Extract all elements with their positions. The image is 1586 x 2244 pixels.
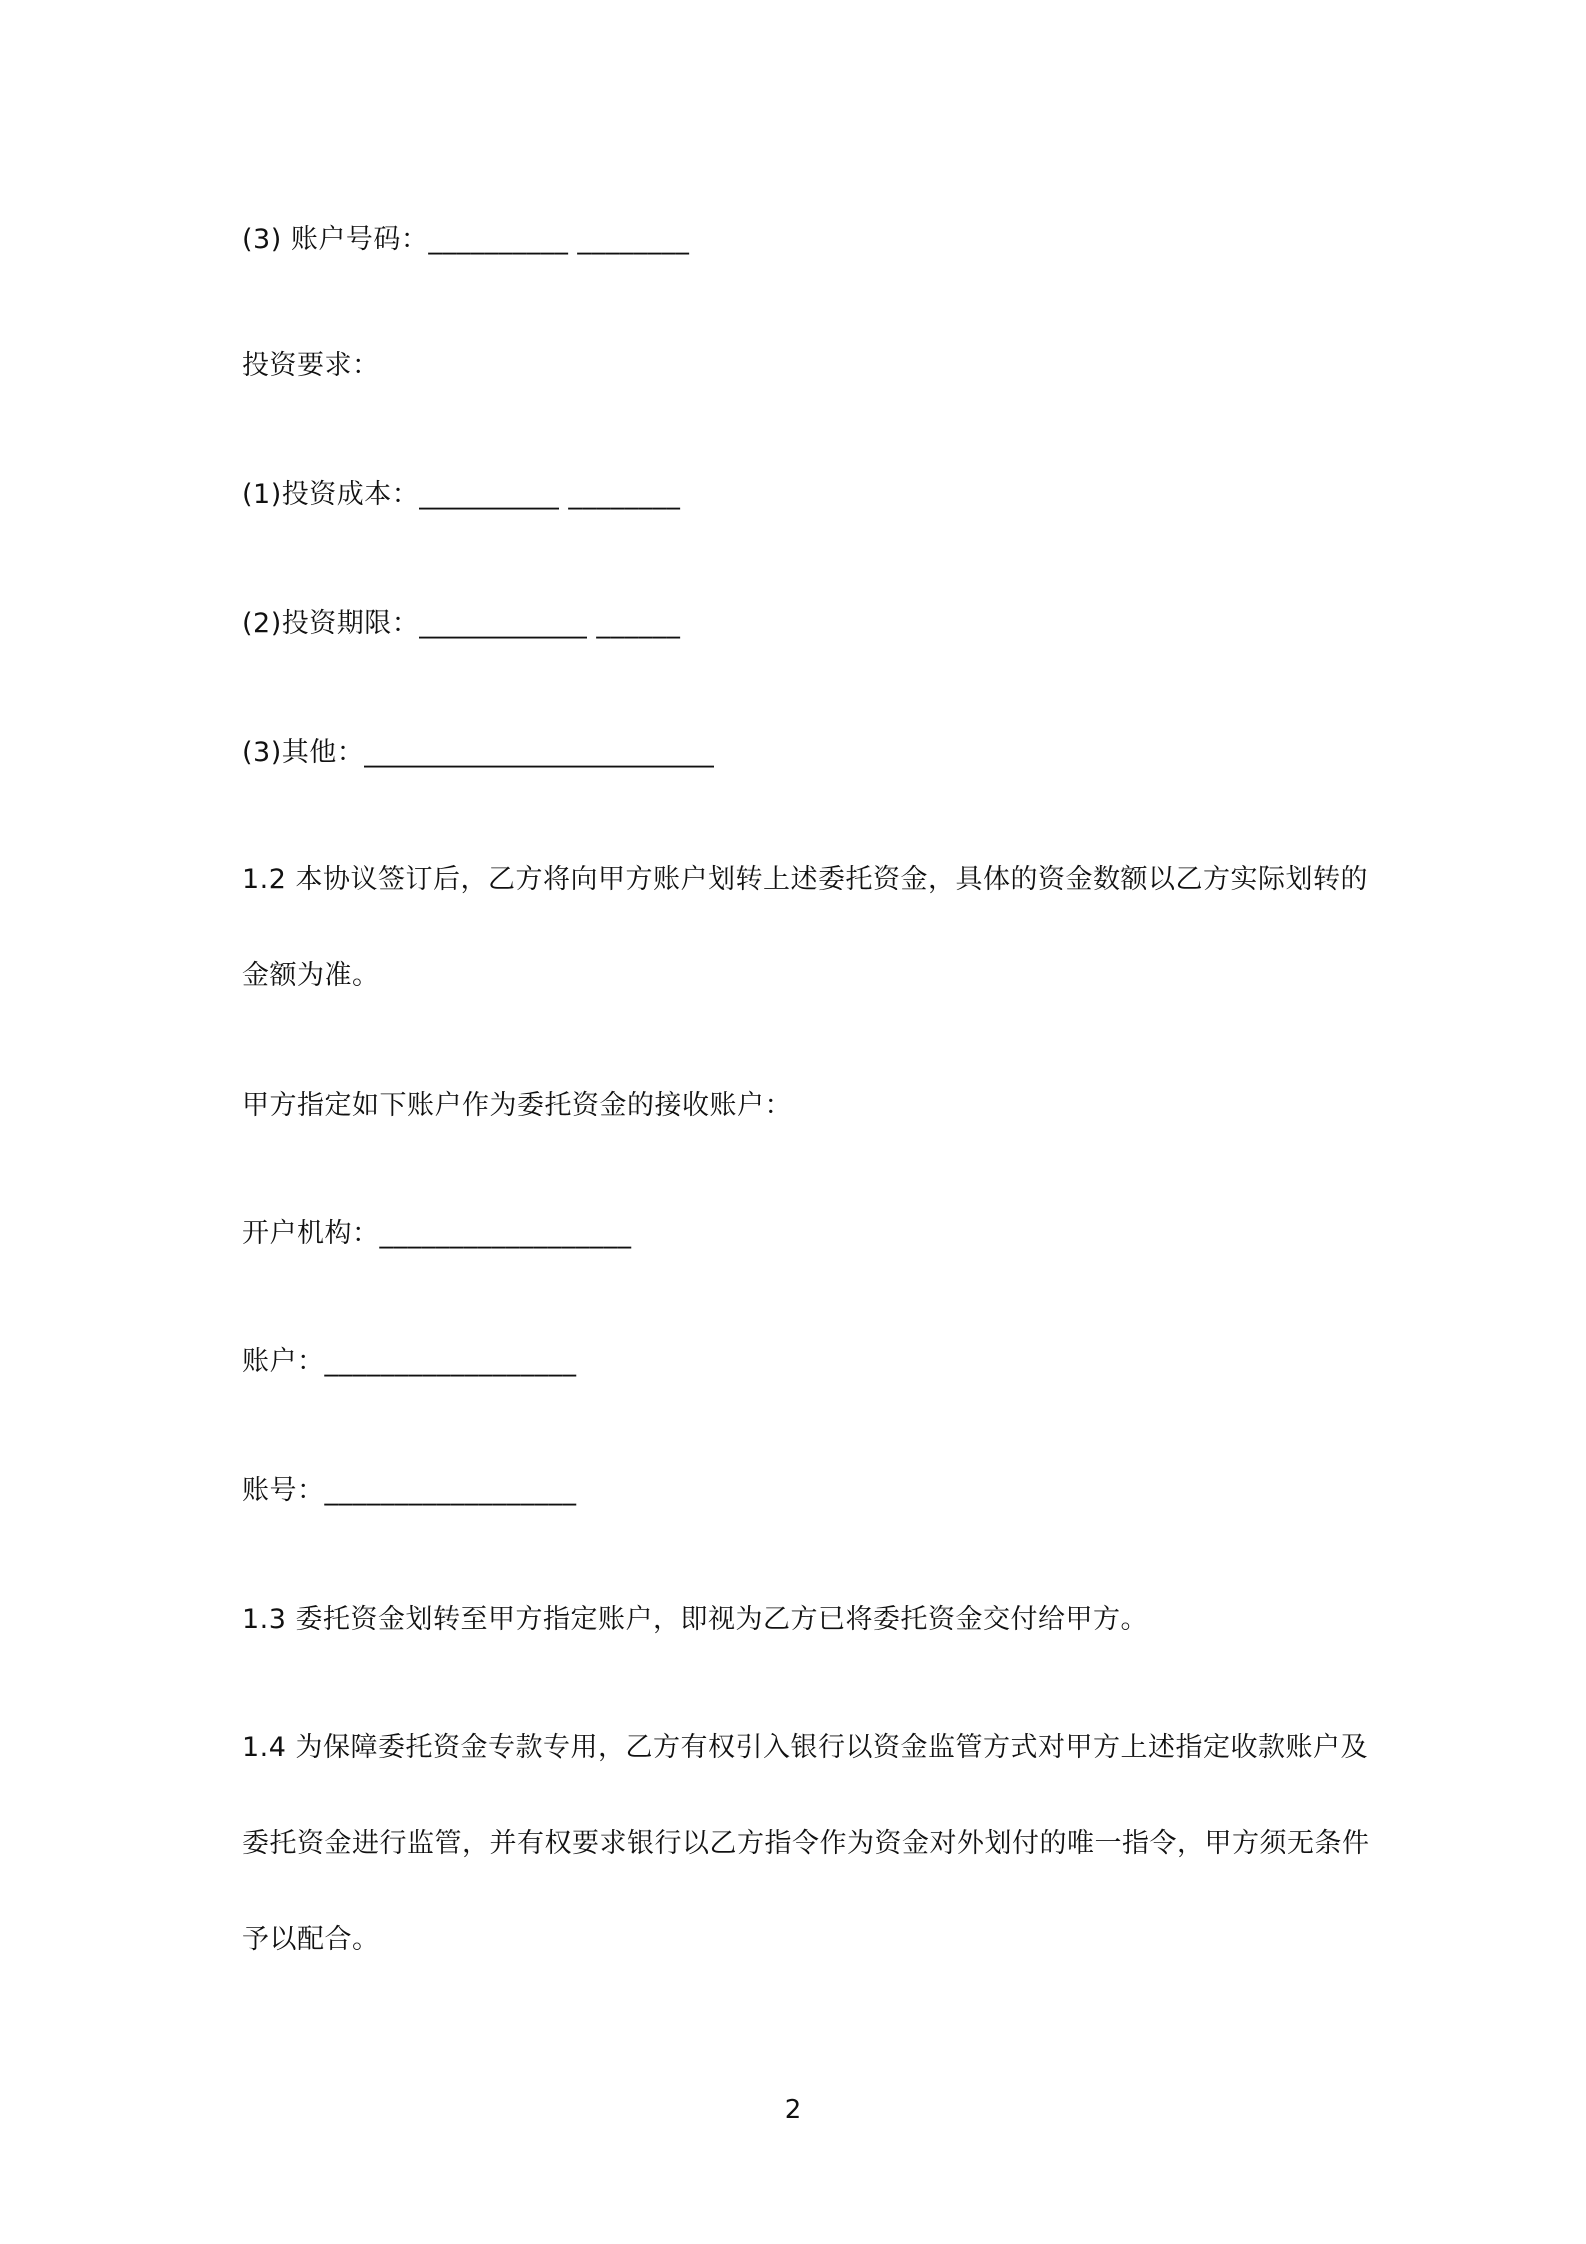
clause-1-4-line-3: 予以配合。 (242, 1924, 380, 1955)
clause-1-2-line-1: 1.2 本协议签订后，乙方将向甲方账户划转上述委托资金，具体的资金数额以乙方实际划转的 (242, 864, 1369, 895)
account-line: 账户：__________________ (242, 1346, 577, 1377)
designated-account-intro: 甲方指定如下账户作为委托资金的接收账户： (242, 1090, 792, 1121)
page-number: 2 (784, 2095, 802, 2125)
clause-1-3: 1.3 委托资金划转至甲方指定账户，即视为乙方已将委托资金交付给甲方。 (242, 1604, 1149, 1635)
account-no-line: 账号：__________________ (242, 1475, 577, 1506)
clause-1-2-line-2: 金额为准。 (242, 960, 380, 991)
investment-requirements-heading: 投资要求： (242, 350, 380, 381)
clause-1-4-line-2: 委托资金进行监管，并有权要求银行以乙方指令作为资金对外划付的唯一指令，甲方须无条件 (242, 1828, 1370, 1859)
clause-1-4-line-1: 1.4 为保障委托资金专款专用，乙方有权引入银行以资金监管方式对甲方上述指定收款账户及 (242, 1732, 1369, 1763)
investment-term-line: (2)投资期限：____________ ______ (242, 608, 681, 639)
opening-institution-line: 开户机构：__________________ (242, 1218, 632, 1249)
other-line: (3)其他：_________________________ (242, 737, 715, 768)
account-number-line: (3) 账户号码：__________ ________ (242, 224, 690, 255)
investment-cost-line: (1)投资成本：__________ ________ (242, 479, 681, 510)
